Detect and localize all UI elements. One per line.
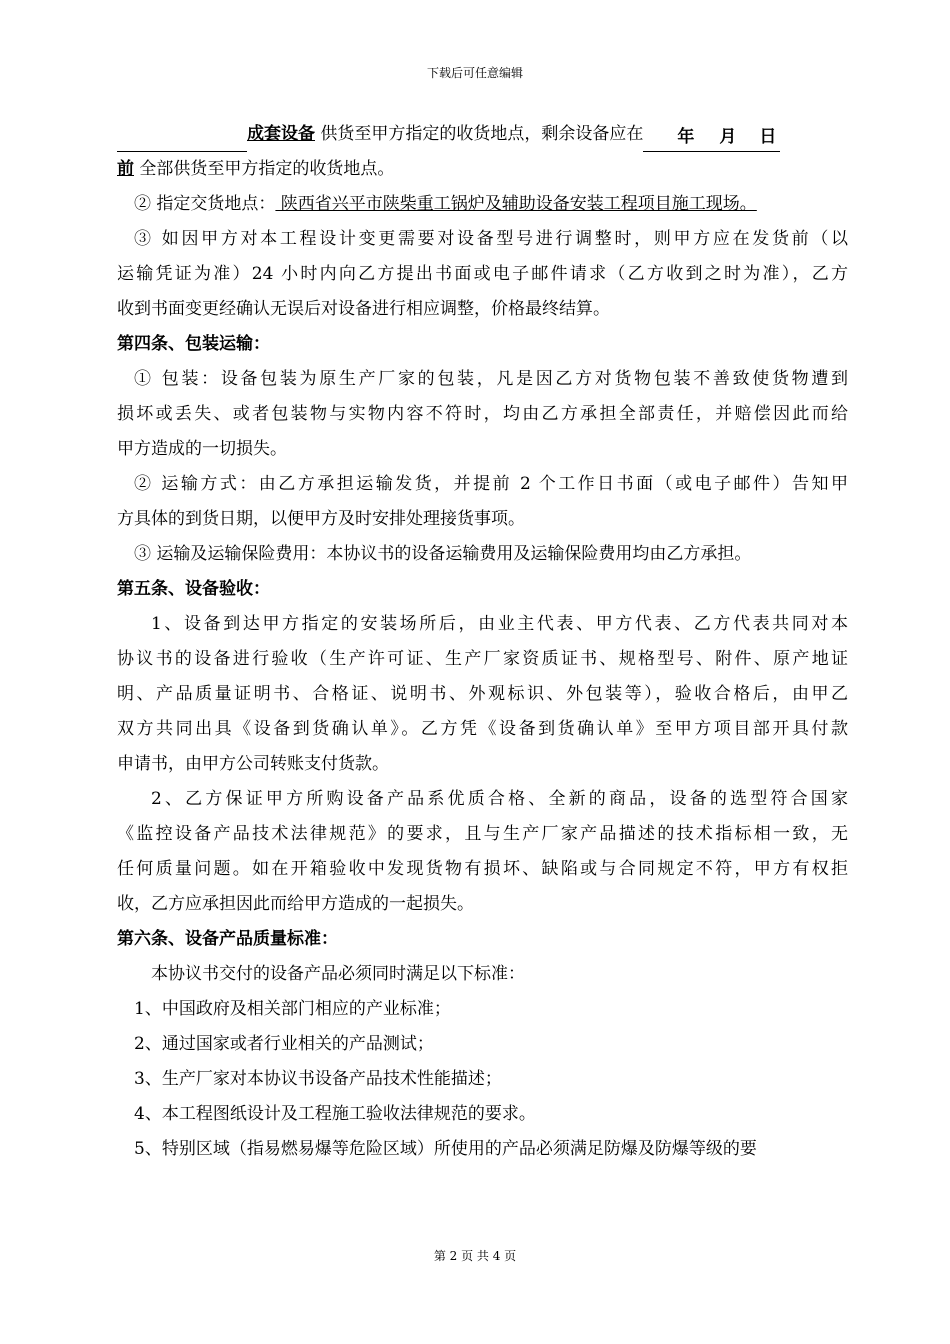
underline-blank-item — [117, 129, 247, 152]
page-header: 下载后可任意编辑 — [426, 66, 523, 80]
bold-item-name: 成套设备 — [247, 124, 315, 144]
acceptance-para-line-3: 明、产品质量证明书、合格证、说明书、外观标识、外包装等），验收合格后，由甲乙 — [117, 684, 848, 704]
quality-guarantee-line-2: 《监控设备产品技术法律规范》的要求，且与生产厂家产品描述的技术指标相一致，无 — [117, 824, 848, 844]
delivery-line-1 — [117, 117, 848, 152]
delivery-line-2 — [117, 152, 848, 187]
acceptance-para-line-2: 协议书的设备进行验收（生产许可证、生产厂家资质证书、规格型号、附件、原产地证 — [117, 649, 848, 669]
change-para-line-3: 收到书面变更经确认无误后对设备进行相应调整，价格最终结算。 — [117, 299, 610, 319]
standards-item: 1、中国政府及相关部门相应的产业标准； — [134, 999, 451, 1019]
change-para-line-2: 运输凭证为准）24 小时内向乙方提出书面或电子邮件请求（乙方收到之时为准），乙方 — [117, 264, 848, 284]
delivery-text: 供货至甲方指定的收货地点，剩余设备应在 — [315, 124, 644, 144]
document-body — [117, 117, 848, 1167]
packing-para-line-2: 损坏或丢失、或者包装物与实物内容不符时，均由乙方承担全部责任，并赔偿因此而给 — [117, 404, 848, 424]
quality-guarantee-line-1: 2、乙方保证甲方所购设备产品系优质合格、全新的商品，设备的选型符合国家 — [151, 789, 848, 809]
bold-prefix: 前 — [117, 159, 134, 179]
delivery-line-2-text: 全部供货至甲方指定的收货地点。 — [134, 159, 395, 179]
standards-item: 5、特别区域（指易燃易爆等危险区域）所使用的产品必须满足防爆及防爆等级的要 — [134, 1139, 757, 1159]
acceptance-para-line-1: 1、设备到达甲方指定的安装场所后，由业主代表、甲方代表、乙方代表共同对本 — [151, 614, 848, 634]
standards-item: 2、通过国家或者行业相关的产品测试； — [134, 1034, 434, 1054]
delivery-location: 陕西省兴平市陕柴重工锅炉及辅助设备安装工程项目施工现场。 — [275, 194, 757, 214]
transport-cost-line: ③ 运输及运输保险费用：本协议书的设备运输费用及运输保险费用均由乙方承担。 — [134, 544, 752, 564]
transport-para-line-1: ② 运输方式：由乙方承担运输发货，并提前 2 个工作日书面（或电子邮件）告知甲 — [134, 474, 848, 494]
standards-intro: 本协议书交付的设备产品必须同时满足以下标准： — [151, 964, 525, 984]
delivery-location-line — [117, 187, 848, 222]
date-underline — [643, 125, 780, 152]
page-footer: 第 2 页 共 4 页 — [433, 1249, 517, 1263]
quality-guarantee-line-4: 收，乙方应承担因此而给甲方造成的一起损失。 — [117, 894, 474, 914]
date-day: 日 — [759, 127, 777, 147]
heading-article-4: 第四条、包装运输： — [117, 334, 270, 354]
change-para-line-1: ③ 如因甲方对本工程设计变更需要对设备型号进行调整时，则甲方应在发货前（以 — [134, 229, 848, 249]
date-year: 年 — [677, 127, 695, 147]
delivery-location-label: ② 指定交货地点： — [134, 194, 276, 214]
quality-guarantee-line-3: 任何质量问题。如在开箱验收中发现货物有损坏、缺陷或与合同规定不符，甲方有权拒 — [117, 859, 848, 879]
packing-para-line-1: ① 包装：设备包装为原生产厂家的包装，凡是因乙方对货物包装不善致使货物遭到 — [134, 369, 848, 389]
transport-para-line-2: 方具体的到货日期，以便甲方及时安排处理接货事项。 — [117, 509, 525, 529]
acceptance-para-line-4: 双方共同出具《设备到货确认单》。乙方凭《设备到货确认单》至甲方项目部开具付款 — [117, 719, 848, 739]
heading-article-5: 第五条、设备验收： — [117, 579, 270, 599]
acceptance-para-line-5: 申请书，由甲方公司转账支付货款。 — [117, 754, 389, 774]
standards-item: 3、生产厂家对本协议书设备产品技术性能描述； — [134, 1069, 502, 1089]
packing-para-line-3: 甲方造成的一切损失。 — [117, 439, 287, 459]
date-month: 月 — [719, 127, 737, 147]
heading-article-6: 第六条、设备产品质量标准： — [117, 929, 338, 949]
standards-item: 4、本工程图纸设计及工程施工验收法律规范的要求。 — [134, 1104, 536, 1124]
